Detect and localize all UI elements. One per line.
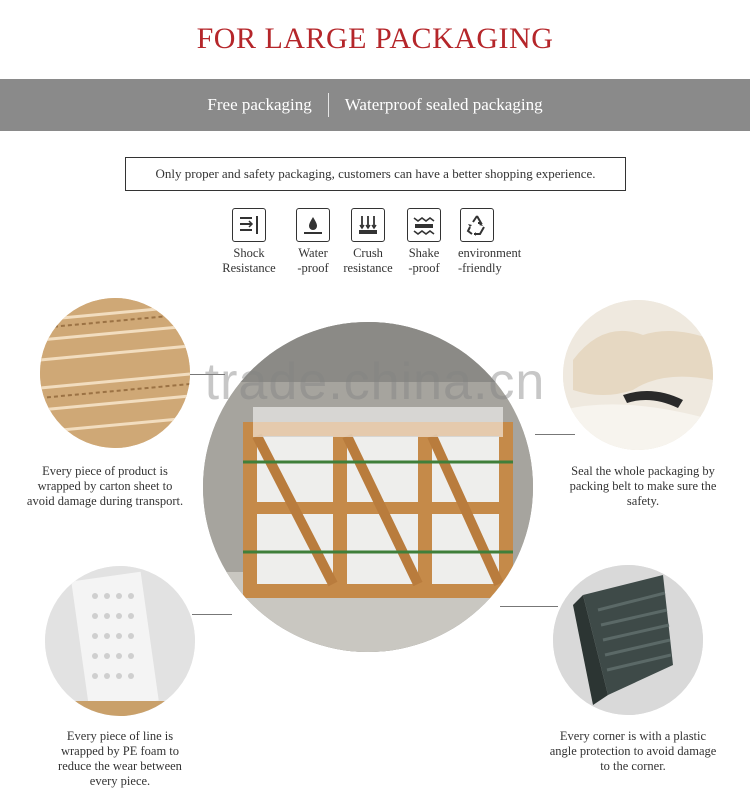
recycle-icon — [460, 208, 494, 242]
packing-belt-photo — [563, 300, 713, 450]
notice-box — [125, 157, 626, 191]
connector-line — [535, 434, 575, 435]
feature-water-label: Water -proof — [297, 246, 329, 275]
feature-crush — [338, 208, 398, 276]
feature-environment-label: environment -friendly — [458, 246, 522, 275]
page-title: FOR LARGE PACKAGING — [196, 22, 554, 55]
connector-line — [500, 606, 558, 607]
band-divider — [328, 93, 329, 117]
pe-foam-photo — [45, 566, 195, 716]
feature-environment — [458, 208, 538, 276]
connector-line — [192, 614, 232, 615]
corner-protector-photo — [553, 565, 703, 715]
shake-icon — [407, 208, 441, 242]
caption-pe-foam: Every piece of line is wrapped by PE foam to reduce the wear between every piece. — [58, 729, 182, 788]
caption-corner-protector: Every corner is with a plastic angle protection to avoid damage to the corner. — [549, 729, 717, 773]
feature-shake — [394, 208, 454, 276]
caption-carton-sheet: Every piece of product is wrapped by carton sheet to avoid damage during transport. — [26, 464, 184, 508]
feature-shock — [219, 208, 279, 276]
feature-shake-label: Shake -proof — [408, 246, 440, 275]
wooden-crate-photo — [203, 322, 533, 652]
caption-packing-belt: Seal the whole packaging by packing belt to make sure the safety. — [569, 464, 717, 508]
connector-line — [185, 374, 225, 375]
shock-icon — [232, 208, 266, 242]
packaging-type-band — [0, 79, 750, 131]
carton-sheet-photo — [40, 298, 190, 448]
notice-text: Only proper and safety packaging, customers can have a better shopping experience. — [155, 166, 596, 181]
free-packaging-label: Free packaging — [207, 95, 312, 114]
water-drop-icon — [296, 208, 330, 242]
feature-water — [283, 208, 343, 276]
waterproof-packaging-label: Waterproof sealed packaging — [344, 95, 543, 114]
feature-crush-label: Crush resistance — [343, 246, 393, 275]
crush-icon — [351, 208, 385, 242]
feature-shock-label: Shock Resistance — [222, 246, 276, 275]
watermark: trade.china.cn — [204, 353, 546, 411]
